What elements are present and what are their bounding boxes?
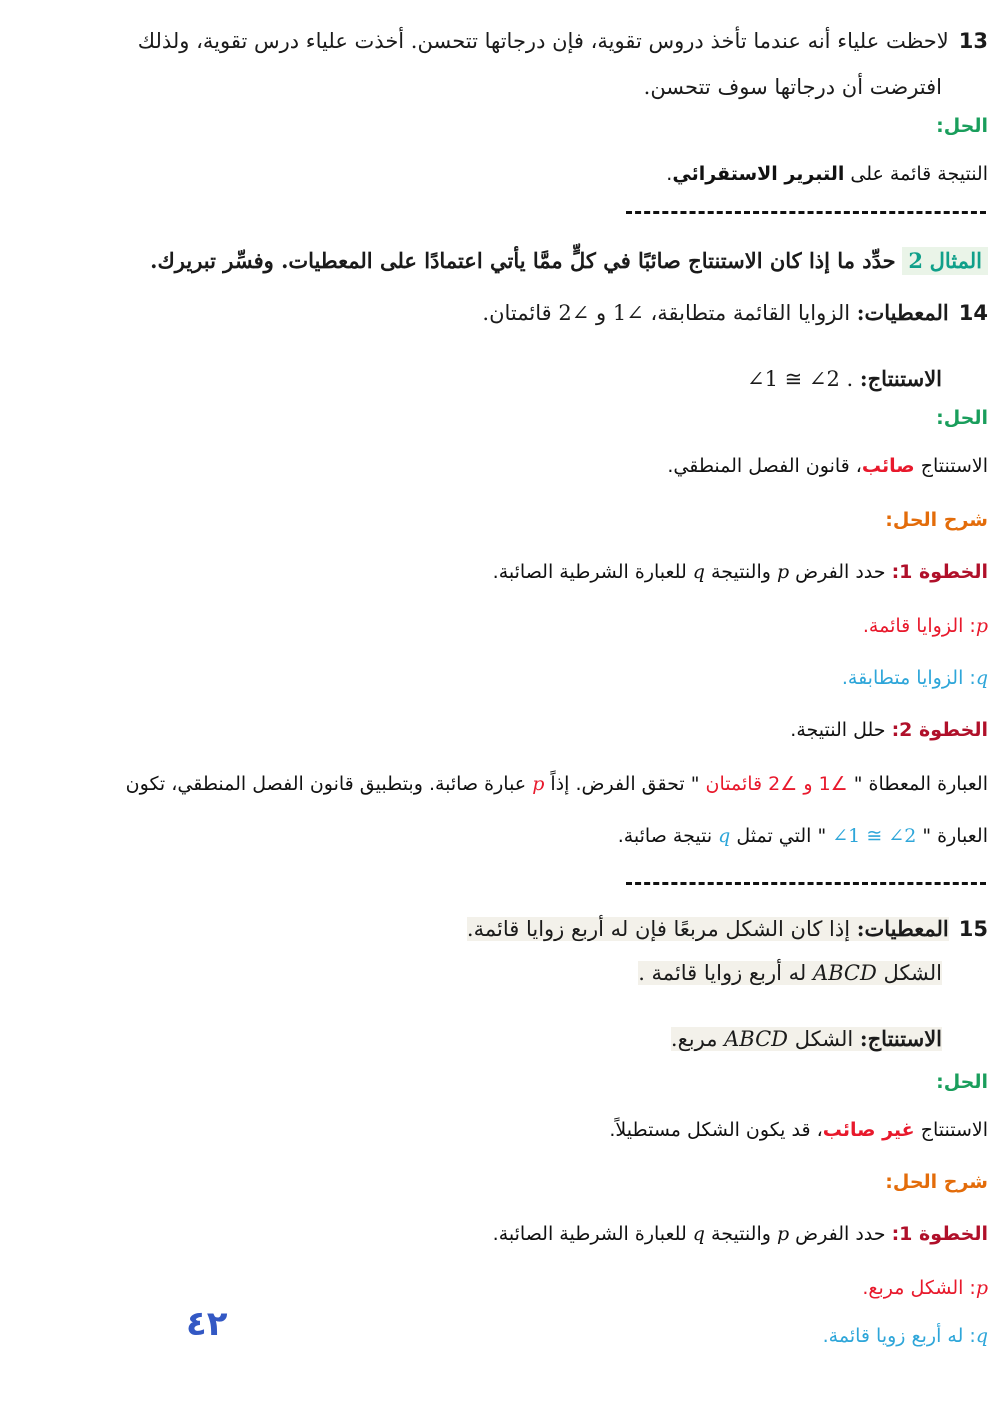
q14-step1-text-c: للعبارة الشرطية الصائبة.: [492, 561, 693, 583]
q13-solution-label: الحل:: [936, 115, 988, 137]
q15-step1-label: الخطوة 1:: [891, 1223, 988, 1245]
q14-number: 14: [958, 301, 988, 325]
q14-conclusion-label: الاستنتاج:: [859, 366, 942, 391]
q14-para1-c: عبارة صائبة. وبتطبيق قانون الفصل المنطقي، تكون: [125, 773, 533, 795]
q14-step1: [12, 558, 988, 586]
q15-answer-post: ، قد يكون الشكل مستطيلاً.: [609, 1119, 823, 1141]
q14-para2-b: " التي تمثل: [730, 825, 833, 847]
page-number: ٤٢: [186, 1304, 228, 1344]
example2-heading: [12, 244, 988, 278]
q14-given: [12, 296, 988, 330]
q14-given-label: المعطيات:: [856, 300, 949, 325]
q14-given-text: الزوايا القائمة متطابقة، ∠1 و ∠2 قائمتان.: [482, 301, 851, 325]
q15-answer: [12, 1116, 988, 1144]
q14-step1-text-b: والنتيجة: [704, 561, 777, 583]
q13-answer-pre: النتيجة قائمة على: [844, 163, 988, 185]
q13-text-line1: لاحظت علياء أنه عندما تأخذ دروس تقوية، فإن درجاتها تتحسن. أخذت علياء درس تقوية، ولذلك: [137, 29, 949, 53]
q15-q-line: [12, 1322, 988, 1350]
q14-para2-math: ∠1 ≅ ∠2: [832, 825, 917, 847]
q13-text-line2: افترضت أن درجاتها سوف تتحسن.: [643, 75, 942, 99]
q14-answer-pre: الاستنتاج: [914, 455, 988, 477]
q15-given-line2-b: له أربع زوايا قائمة .: [638, 961, 813, 985]
q14-para1-a: العبارة المعطاة ": [847, 773, 988, 795]
q14-q-line: [12, 664, 988, 692]
q15-step1-q: q: [692, 1223, 705, 1245]
q15-number: 15: [958, 917, 988, 941]
q15-conclusion-b: مربع.: [670, 1027, 725, 1051]
q14-para1-given: ∠1 و ∠2 قائمتان: [705, 773, 848, 795]
q15-answer-pre: الاستنتاج: [914, 1119, 988, 1141]
q14-p-text: : الزوايا قائمة.: [862, 615, 976, 637]
q15-conclusion-label: الاستنتاج:: [859, 1026, 942, 1051]
q15-conclusion: [12, 1022, 942, 1056]
divider-2: [626, 882, 986, 885]
q15-p-var: p: [975, 1277, 988, 1299]
q14-q-var: q: [975, 667, 988, 689]
q14-p-line: [12, 612, 988, 640]
q15-step1-text-b: والنتيجة: [704, 1223, 777, 1245]
example2-tag: [902, 247, 988, 275]
q15-solution-label: الحل:: [936, 1071, 988, 1093]
q15-given-line2: [12, 956, 942, 990]
q15-given-line2-a: الشكل: [876, 961, 942, 985]
q15-given-line2-math: ABCD: [812, 961, 877, 985]
q14-conclusion: [12, 362, 942, 396]
divider-1: [626, 211, 986, 214]
example2-text: حدِّد ما إذا كان الاستنتاج صائبًا في كلٍّ ممَّا يأتي اعتمادًا على المعطيات. وفسِّر تبريرك.: [150, 248, 896, 273]
q15-q-text: : له أربع زويا قائمة.: [822, 1325, 976, 1347]
example2-label: المثال: [929, 248, 982, 273]
q15-p-line: [12, 1274, 988, 1302]
q15-step1: [12, 1220, 988, 1248]
q14-step1-label: الخطوة 1:: [891, 561, 988, 583]
q15-given-line1: إذا كان الشكل مربعًا فإن له أربع زوايا قائمة.: [466, 917, 851, 941]
q14-conclusion-math: ∠1 ≅ ∠2 .: [746, 367, 854, 391]
q14-solution-label: الحل:: [936, 407, 988, 429]
q13-number: 13: [958, 29, 988, 53]
q13-answer-bold: التبرير الاستقرائي: [672, 163, 845, 185]
q14-answer-post: ، قانون الفصل المنطقي.: [667, 455, 862, 477]
q14-explain-label: شرح الحل:: [885, 509, 988, 531]
q14-step1-p: p: [776, 561, 790, 583]
example2-number: 2: [908, 248, 923, 273]
q15-step1-text-c: للعبارة الشرطية الصائبة.: [492, 1223, 693, 1245]
q14-step1-q: q: [692, 561, 705, 583]
q13-answer-post: .: [666, 163, 673, 185]
q15-step1-p: p: [776, 1223, 790, 1245]
q14-q-text: : الزوايا متطابقة.: [841, 667, 976, 689]
q14-step2: [12, 716, 988, 744]
q14-para2-q: q: [718, 825, 731, 847]
q14-para2-c: نتيجة صائبة.: [617, 825, 719, 847]
q15-q-var: q: [975, 1325, 988, 1347]
q15-conclusion-math: ABCD: [724, 1027, 789, 1051]
q14-para1-p: p: [532, 773, 545, 795]
q14-p-var: p: [975, 615, 988, 637]
q13-answer: [12, 160, 988, 188]
q14-para1-b: " تحقق الفرض. إذاً: [544, 773, 706, 795]
q15-given: [12, 912, 988, 946]
q15-answer-verdict: غير صائب: [822, 1119, 915, 1141]
q15-explain-label: شرح الحل:: [885, 1171, 988, 1193]
q14-para2: [12, 822, 988, 850]
q15-given-label: المعطيات:: [856, 916, 949, 941]
q14-para1: [0, 770, 988, 798]
q14-para2-a: العبارة ": [916, 825, 988, 847]
q14-step1-text-a: حدد الفرض: [789, 561, 892, 583]
q15-conclusion-a: الشكل: [788, 1027, 854, 1051]
q14-step2-text: حلل النتيجة.: [790, 719, 892, 741]
q13-line1: [12, 24, 988, 58]
q14-answer-verdict: صائب: [861, 455, 915, 477]
q14-step2-label: الخطوة 2:: [891, 719, 988, 741]
q15-step1-text-a: حدد الفرض: [789, 1223, 892, 1245]
q14-answer: [12, 452, 988, 480]
q15-p-text: : الشكل مربع.: [862, 1277, 976, 1299]
